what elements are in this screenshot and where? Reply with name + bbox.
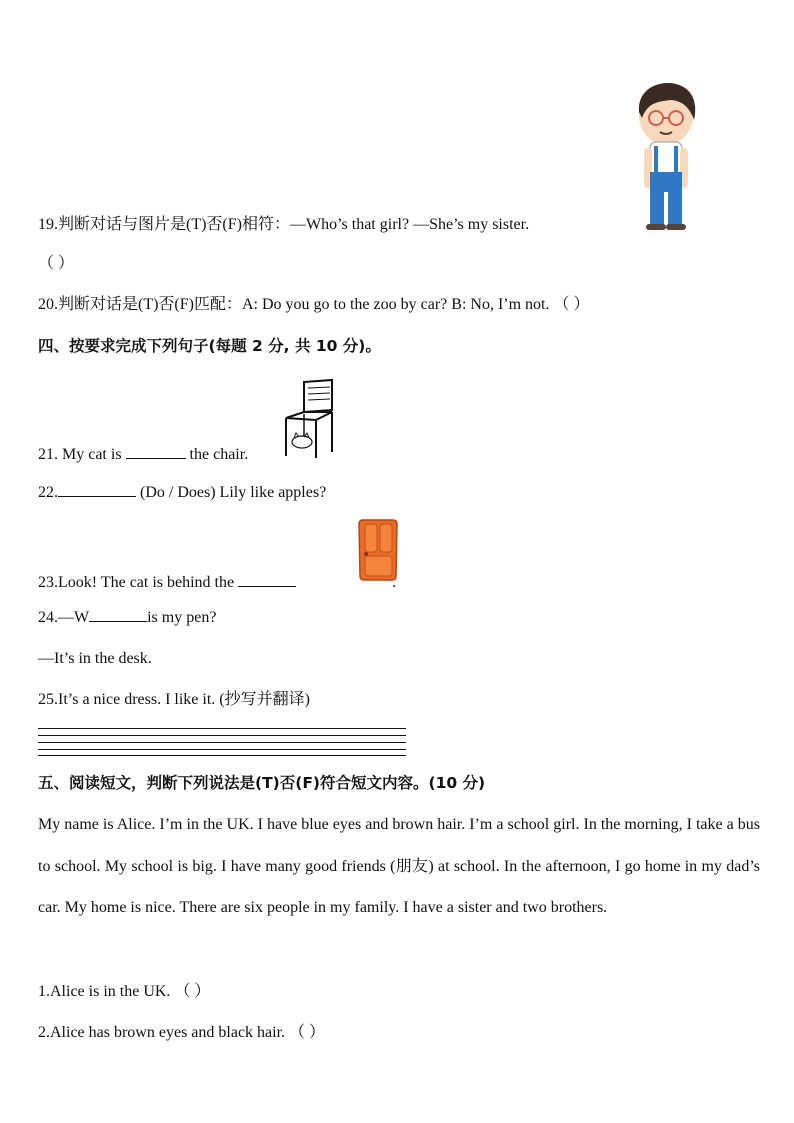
section-4-title: 四、按要求完成下列句子(每题 2 分, 共 10 分)。 (38, 337, 381, 355)
writing-line (38, 755, 406, 756)
question-22 (38, 482, 326, 503)
answer-blank (126, 444, 186, 459)
question-23-before: 23.Look! The cat is behind the (38, 574, 239, 591)
boy-illustration (630, 80, 702, 232)
writing-line (38, 742, 406, 743)
reading-question-1: 1.Alice is in the UK. （ ） (38, 983, 211, 1000)
question-22-after: (Do / Does) Lily like apples? (136, 484, 327, 501)
question-23-after: . (392, 574, 397, 591)
question-24-reply: —It’s in the desk. (38, 650, 152, 667)
answer-blank (58, 482, 136, 497)
writing-line (38, 749, 406, 750)
writing-line (38, 728, 406, 729)
question-25: 25.It’s a nice dress. I like it. (抄写并翻译) (38, 691, 310, 708)
question-23 (38, 572, 396, 593)
section-5-title: 五、阅读短文，判断下列说法是(T)否(F)符合短文内容。(10 分) (38, 774, 486, 792)
reading-passage: My name is Alice. I’m in the UK. I have blue eyes and brown hair. I’m a school girl. In the morning, I take a bus to school. My school is big. I have many good friends (朋友) at school. In the afternoon, I go home in my dad’s car. My home is nice. There are six people in my family. I have a sister and two brothers. (38, 816, 760, 916)
answer-blank (238, 572, 296, 587)
question-19-answer: （ ） (38, 255, 75, 272)
question-19: 19.判断对话与图片是(T)否(F)相符：—Who’s that girl? —She’s my sister. (38, 216, 530, 233)
question-22-before: 22. (38, 484, 58, 501)
chair-cat-illustration (282, 378, 340, 460)
question-21 (38, 444, 248, 465)
question-24-after: is my pen? (147, 609, 217, 626)
question-21-before: 21. My cat is (38, 446, 126, 463)
question-24-before: 24.—W (38, 609, 90, 626)
writing-line (38, 735, 406, 736)
answer-blank (89, 607, 147, 622)
question-21-after: the chair. (185, 446, 249, 463)
question-20: 20.判断对话是(T)否(F)匹配：A: Do you go to the zoo by car? B: No, I’m not. （ ） (38, 296, 590, 313)
reading-question-2: 2.Alice has brown eyes and black hair. （ ） (38, 1024, 326, 1041)
question-24 (38, 607, 216, 628)
